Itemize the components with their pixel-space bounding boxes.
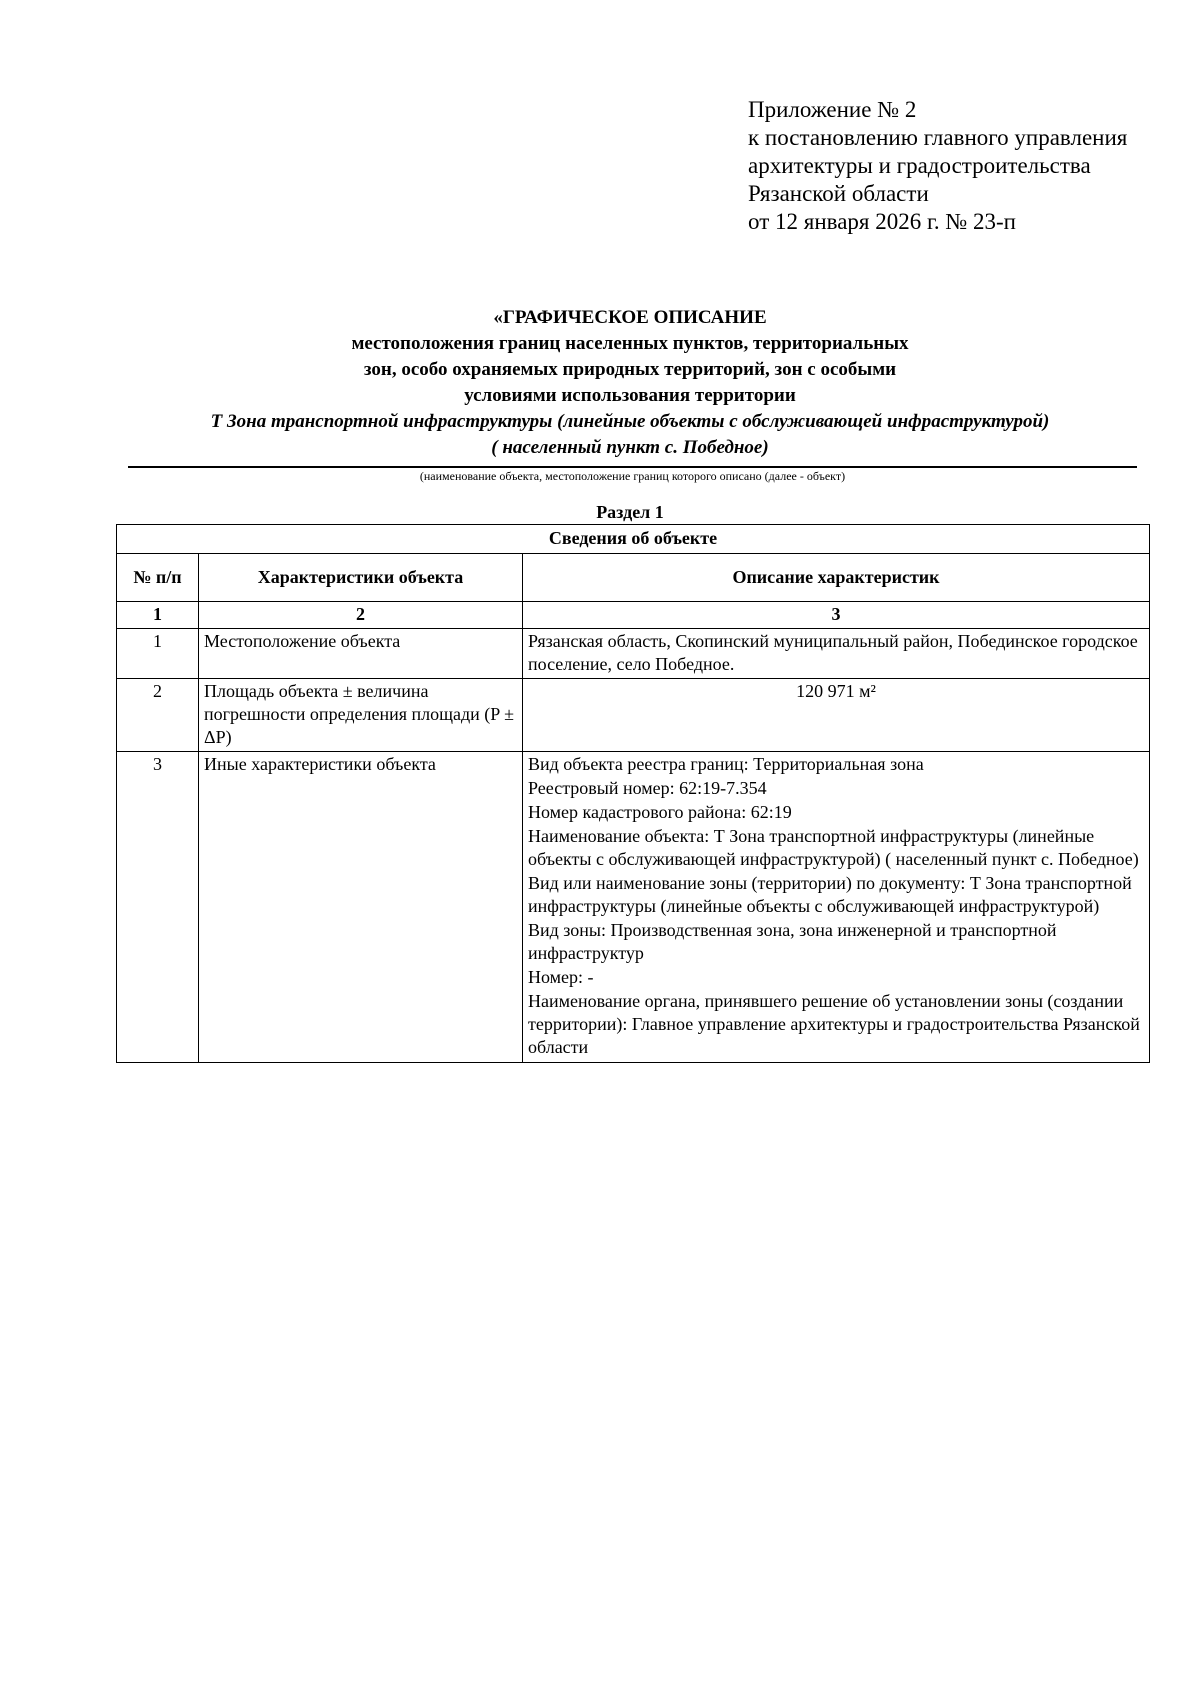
row-number: 2 bbox=[117, 679, 199, 752]
value-item: Вид или наименование зоны (территории) по документу: Т Зона транспортной инфраструктуры (линейные объекты с обслуживающей инфраструктурой) bbox=[528, 873, 1132, 916]
appendix-line: архитектуры и градостроительства bbox=[748, 153, 1091, 178]
title-line: условиями использования территории bbox=[464, 385, 796, 406]
column-header-number: № п/п bbox=[117, 554, 199, 602]
column-index: 2 bbox=[199, 602, 523, 629]
table-row bbox=[117, 752, 1150, 1063]
characteristic-name: Местоположение объекта bbox=[199, 629, 523, 679]
appendix-line: к постановлению главного управления bbox=[748, 125, 1128, 150]
appendix-heading bbox=[748, 96, 1127, 236]
title-line: «ГРАФИЧЕСКОЕ ОПИСАНИЕ bbox=[493, 307, 767, 328]
characteristic-name: Площадь объекта ± величина погрешности определения площади (P ± ΔP) bbox=[199, 679, 523, 752]
appendix-line: от 12 января 2026 г. № 23-п bbox=[748, 209, 1016, 234]
table-caption: Сведения об объекте bbox=[117, 525, 1150, 554]
value-item: Вид объекта реестра границ: Территориальная зона bbox=[528, 754, 924, 774]
column-index: 1 bbox=[117, 602, 199, 629]
table-row bbox=[117, 629, 1150, 679]
column-header-characteristic: Характеристики объекта bbox=[199, 554, 523, 602]
value-item: Наименование объекта: Т Зона транспортной инфраструктуры (линейные объекты с обслуживающей инфраструктурой) ( населенный пункт с. Победное) bbox=[528, 826, 1139, 869]
document-title bbox=[0, 305, 1200, 461]
value-item: Реестровый номер: 62:19-7.354 bbox=[528, 778, 767, 798]
value-item: Вид зоны: Производственная зона, зона инженерной и транспортной инфраструктур bbox=[528, 920, 1057, 963]
title-line: зон, особо охраняемых природных территорий, зон с особыми bbox=[363, 359, 897, 380]
object-name-line: ( населенный пункт с. Победное) bbox=[491, 437, 769, 458]
row-number: 1 bbox=[117, 629, 199, 679]
object-name-line: Т Зона транспортной инфраструктуры (линейные объекты с обслуживающей инфраструктурой) bbox=[210, 411, 1050, 432]
value-item: Номер: - bbox=[528, 967, 594, 987]
row-number: 3 bbox=[117, 752, 199, 1063]
object-name-underline bbox=[128, 466, 1137, 468]
title-line: местоположения границ населенных пунктов, территориальных bbox=[351, 333, 909, 354]
value-item: Наименование органа, принявшего решение об установлении зоны (создании территории): Главное управление архитектуры и градостроительства Рязанской области bbox=[528, 991, 1140, 1057]
characteristic-value: 120 971 м² bbox=[523, 679, 1150, 752]
appendix-line: Приложение № 2 bbox=[748, 97, 917, 122]
characteristic-value: Рязанская область, Скопинский муниципальный район, Побединское городское поселение, село Победное. bbox=[523, 629, 1150, 679]
column-index: 3 bbox=[523, 602, 1150, 629]
characteristic-name: Иные характеристики объекта bbox=[199, 752, 523, 1063]
object-info-table bbox=[116, 524, 1150, 1063]
value-item: Номер кадастрового района: 62:19 bbox=[528, 802, 792, 822]
appendix-line: Рязанской области bbox=[748, 181, 929, 206]
object-name-caption: (наименование объекта, местоположение границ которого описано (далее - объект) bbox=[419, 469, 846, 483]
characteristic-value-list bbox=[523, 752, 1150, 1063]
table-row bbox=[117, 679, 1150, 752]
section-title: Раздел 1 bbox=[596, 502, 664, 522]
column-header-description: Описание характеристик bbox=[523, 554, 1150, 602]
